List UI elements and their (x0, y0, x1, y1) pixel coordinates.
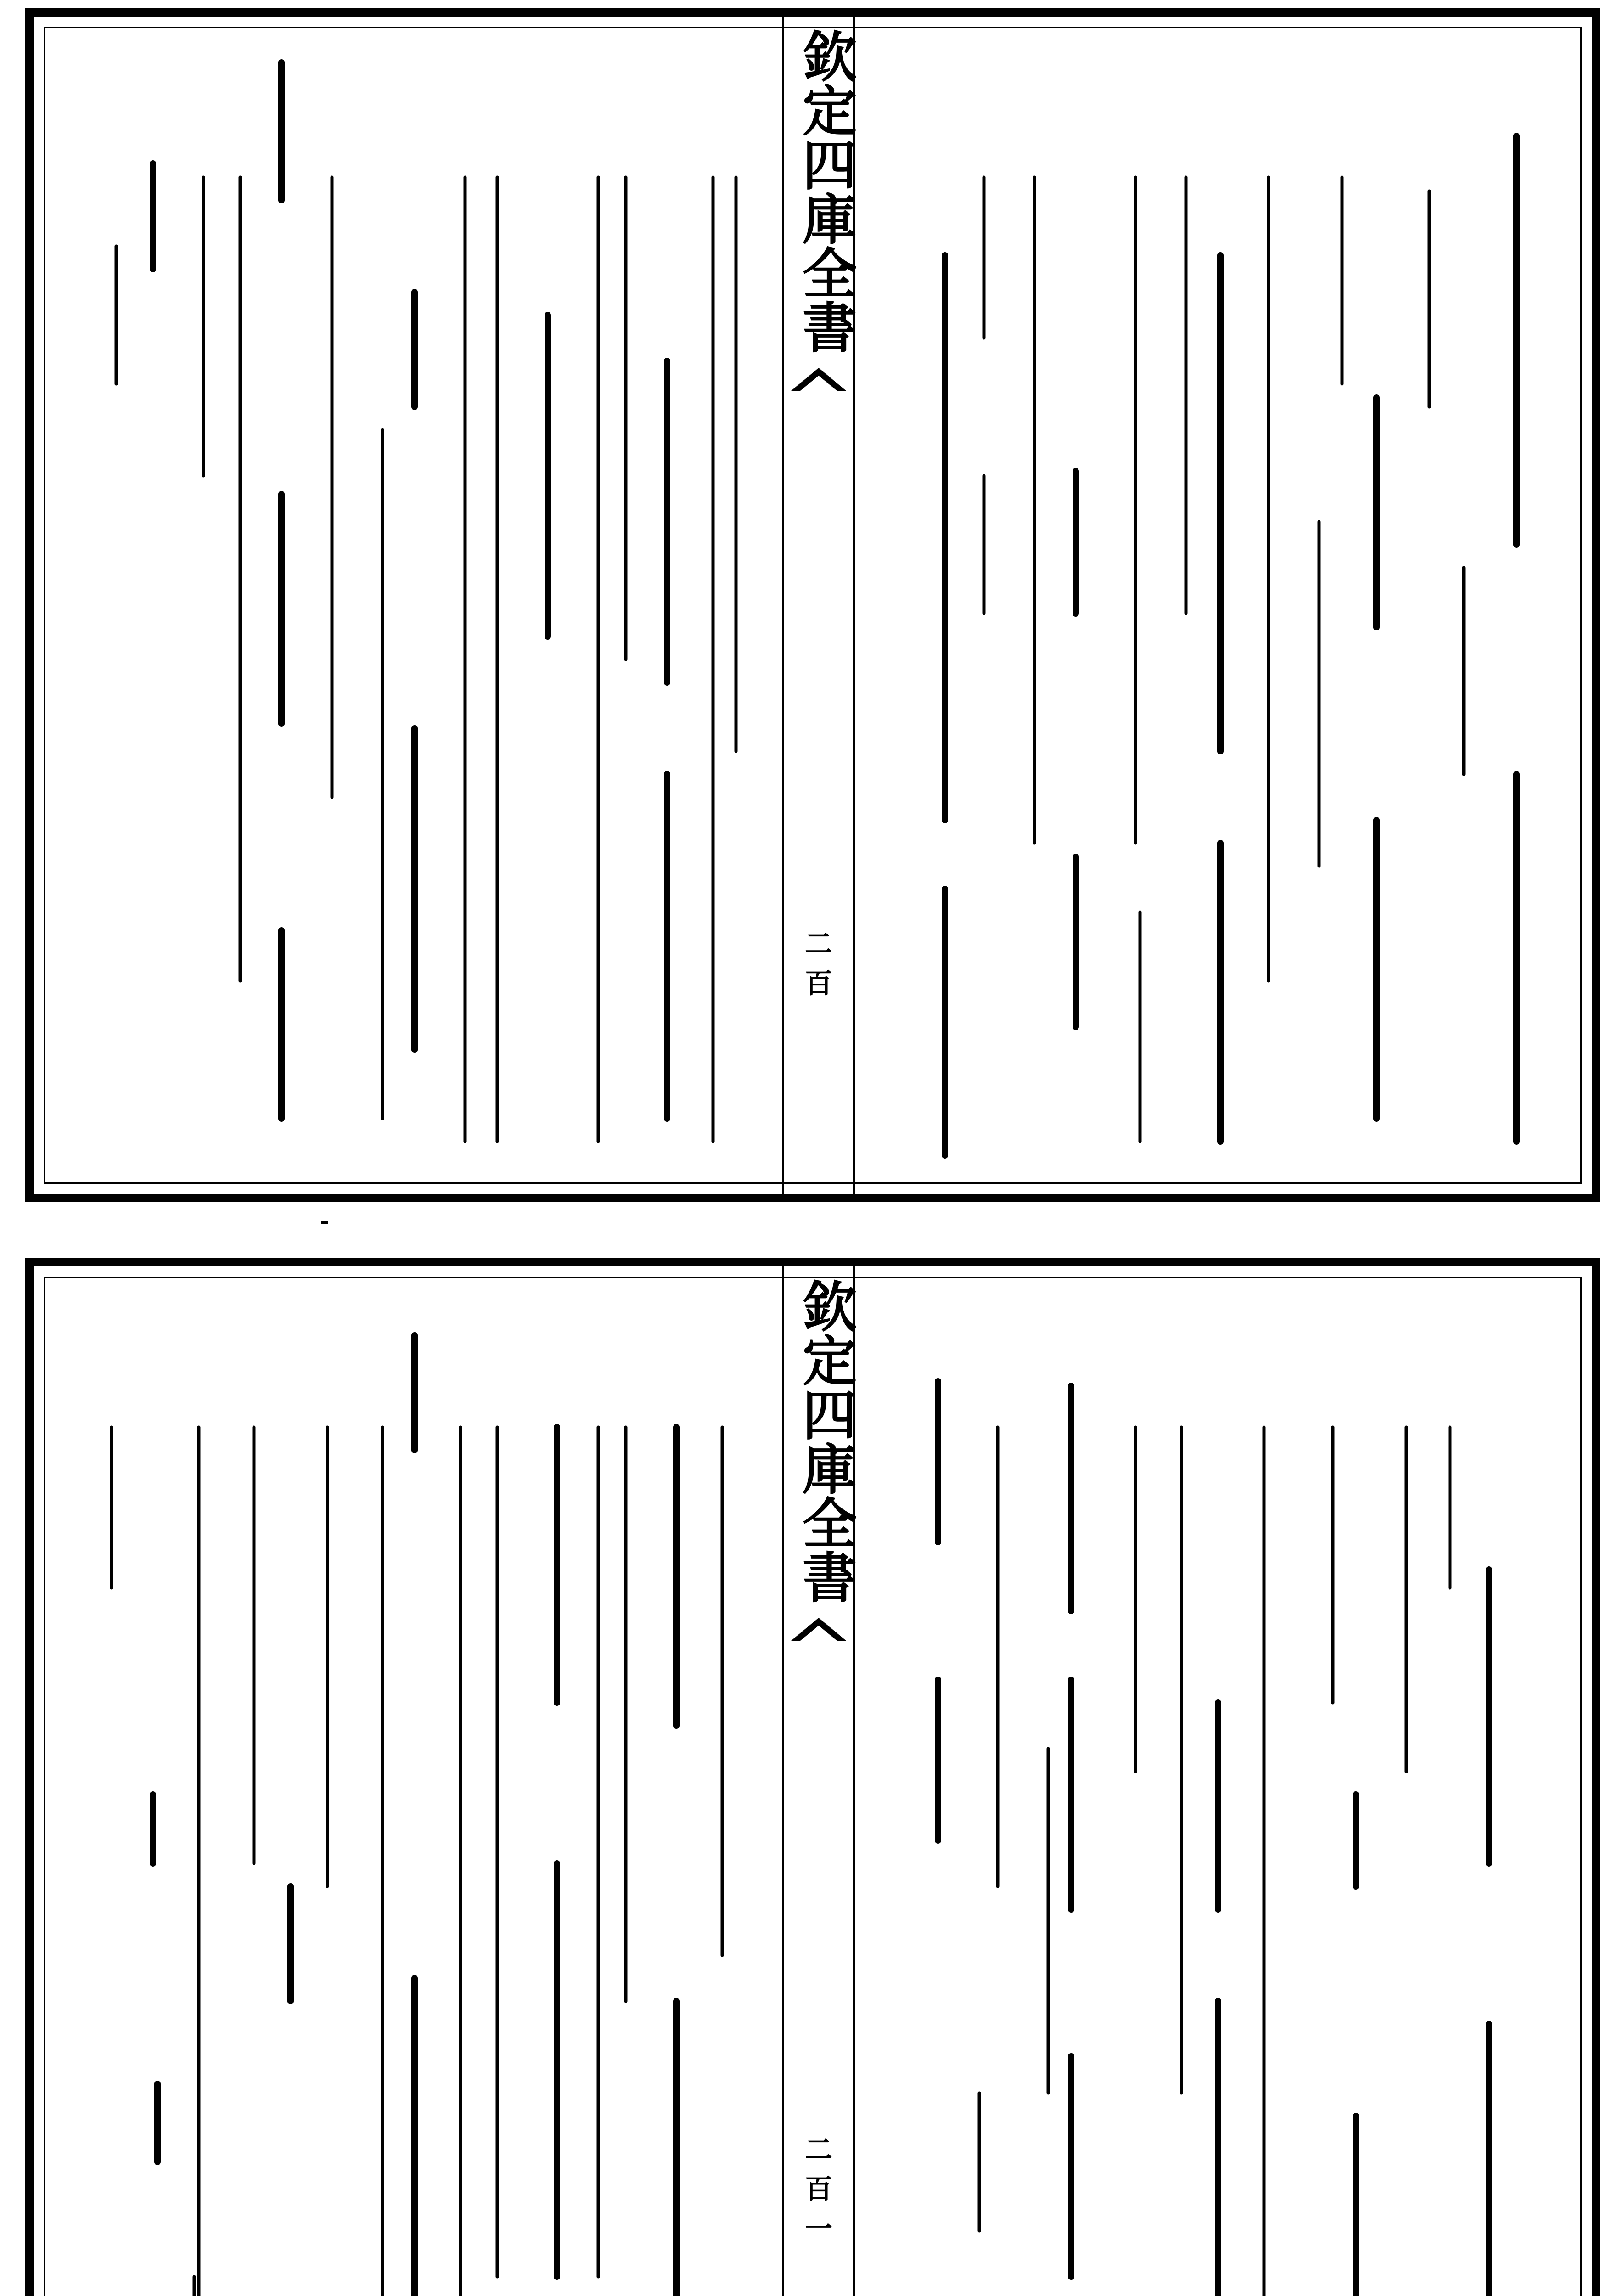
bottom-manchu-text-block (34, 1266, 1592, 2296)
top-running-title: 欽定四庫全書 (793, 28, 857, 354)
bottom-running-title: 欽定四庫全書 (793, 1278, 857, 1604)
bottom-spread (25, 1258, 1600, 2296)
top-spread (25, 8, 1600, 1202)
top-manchu-text-block (34, 17, 1592, 1194)
top-fold-number: 二百 (805, 928, 832, 1000)
bottom-fold-number: 二百一 (805, 2134, 832, 2245)
separator-mark (321, 1221, 328, 1224)
